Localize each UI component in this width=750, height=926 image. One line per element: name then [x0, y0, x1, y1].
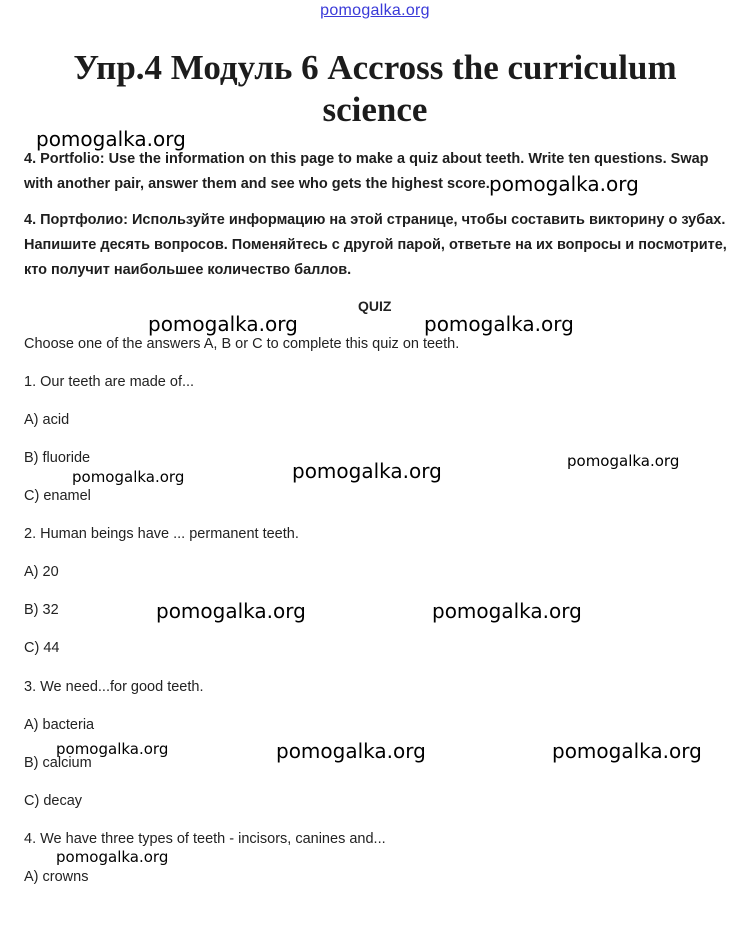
portfolio-russian: 4. Портфолио: Используйте информацию на этой странице, чтобы составить викторину о зубах. Напишите десять вопросов. Поменяйтесь с другой парой, ответьте на их вопросы и посмотрите, кто получит наибольшее количество баллов.: [24, 212, 727, 278]
question-3: 3. We need...for good teeth.: [24, 679, 204, 695]
question-1-option-b: B) fluoride: [24, 450, 91, 466]
question-1-option-c: C) enamel: [24, 488, 91, 504]
watermark: pomogalka.org: [72, 468, 185, 486]
watermark: pomogalka.org: [276, 739, 426, 763]
watermark: pomogalka.org: [56, 848, 169, 866]
watermark: pomogalka.org: [432, 599, 582, 623]
question-1-option-a: A) acid: [24, 412, 70, 428]
page-subtitle: science: [322, 90, 428, 129]
question-2-option-b: B) 32: [24, 602, 59, 618]
watermark: pomogalka.org: [148, 312, 298, 336]
quiz-heading: QUIZ: [358, 298, 392, 314]
portfolio-english: 4. Portfolio: Use the information on this page to make a quiz about teeth. Write ten questions. Swap with another pair, answer them and see who gets the highest score.: [24, 151, 709, 192]
question-2: 2. Human beings have ... permanent teeth.: [24, 526, 299, 542]
page-title: Упр.4 Модуль 6 Accross the curriculum: [73, 48, 677, 87]
question-2-option-a: A) 20: [24, 564, 59, 580]
question-4-option-a: A) crowns: [24, 869, 89, 885]
watermark: pomogalka.org: [292, 459, 442, 483]
question-1: 1. Our teeth are made of...: [24, 374, 195, 390]
question-3-option-c: C) decay: [24, 793, 83, 809]
question-2-option-c: C) 44: [24, 640, 60, 656]
watermark: pomogalka.org: [552, 739, 702, 763]
watermark: pomogalka.org: [567, 452, 680, 470]
watermark: pomogalka.org: [36, 127, 186, 151]
source-link[interactable]: pomogalka.org: [320, 2, 430, 19]
quiz-instruction: Choose one of the answers A, B or C to complete this quiz on teeth.: [24, 336, 460, 352]
watermark: pomogalka.org: [489, 172, 639, 196]
watermark: pomogalka.org: [56, 740, 169, 758]
watermark: pomogalka.org: [424, 312, 574, 336]
question-3-option-a: A) bacteria: [24, 717, 95, 733]
watermark: pomogalka.org: [156, 599, 306, 623]
question-3-option-b: B) calcium: [24, 755, 92, 771]
question-4: 4. We have three types of teeth - incisors, canines and...: [24, 831, 386, 847]
